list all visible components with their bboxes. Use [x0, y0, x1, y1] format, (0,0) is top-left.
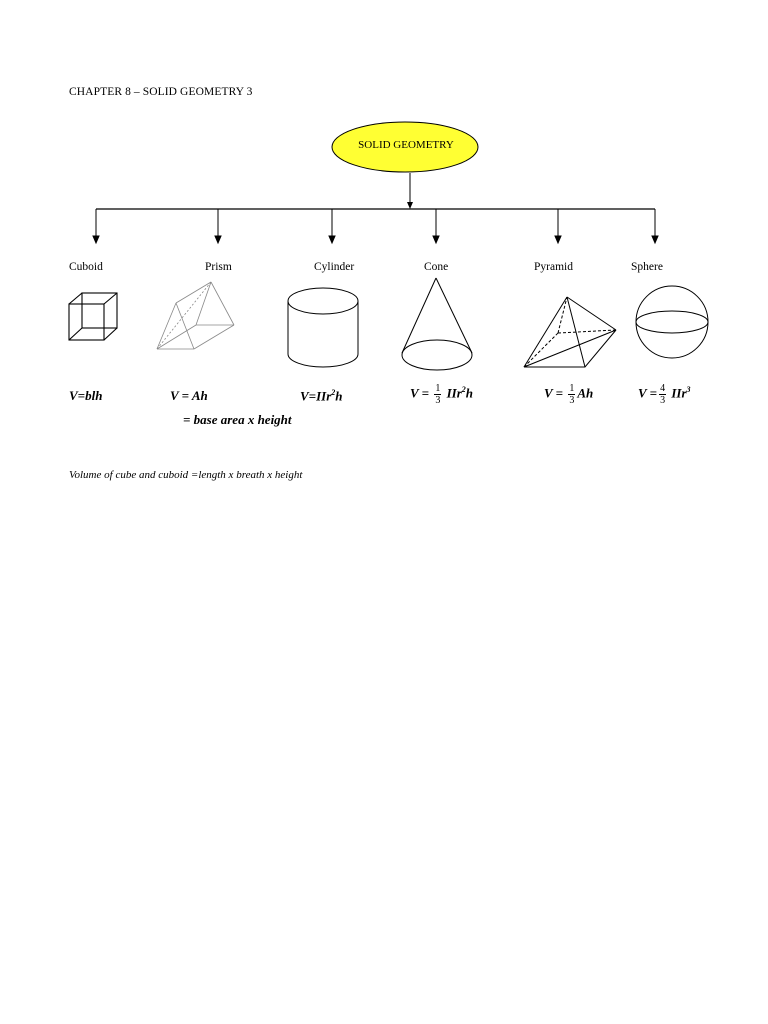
- label-cone: Cone: [424, 261, 449, 273]
- sphere-figure: [636, 286, 708, 358]
- pyramid-figure: [524, 297, 616, 367]
- formula-prism: V = Ah: [170, 388, 208, 403]
- sphere-fraction: $\frac{4}{3}$: [660, 383, 666, 406]
- root-node-label: SOLID GEOMETRY: [358, 139, 454, 151]
- formula-pyramid: V = $\frac{1}{3}$ Ah: [544, 383, 594, 406]
- formula-cone: V = $\frac{1}{3}$ IIr$^2$h: [410, 383, 474, 406]
- label-sphere: Sphere: [631, 261, 663, 273]
- formula-sphere: V = $\frac{4}{3}$ IIr$^3$: [638, 383, 691, 406]
- formula-cuboid: V=blh: [69, 388, 103, 403]
- cylinder-figure: [288, 288, 358, 367]
- label-cylinder: Cylinder: [314, 261, 355, 273]
- cone-figure: [402, 278, 472, 370]
- formula-cylinder: V=IIr$^2$h: [300, 388, 343, 404]
- cone-fraction: $\frac{1}{3}$: [435, 383, 441, 406]
- prism-figure: [157, 282, 234, 349]
- cuboid-figure: [69, 293, 117, 340]
- label-prism: Prism: [205, 261, 232, 273]
- label-cuboid: Cuboid: [69, 261, 103, 273]
- prism-base-area-note: = base area x height: [183, 412, 292, 427]
- chapter-title: CHAPTER 8 – SOLID GEOMETRY 3: [69, 86, 253, 98]
- volume-note: Volume of cube and cuboid =length x breath x height: [69, 469, 303, 481]
- pyramid-fraction: $\frac{1}{3}$: [569, 383, 575, 406]
- label-pyramid: Pyramid: [534, 261, 573, 273]
- shape-drawings: [0, 0, 768, 380]
